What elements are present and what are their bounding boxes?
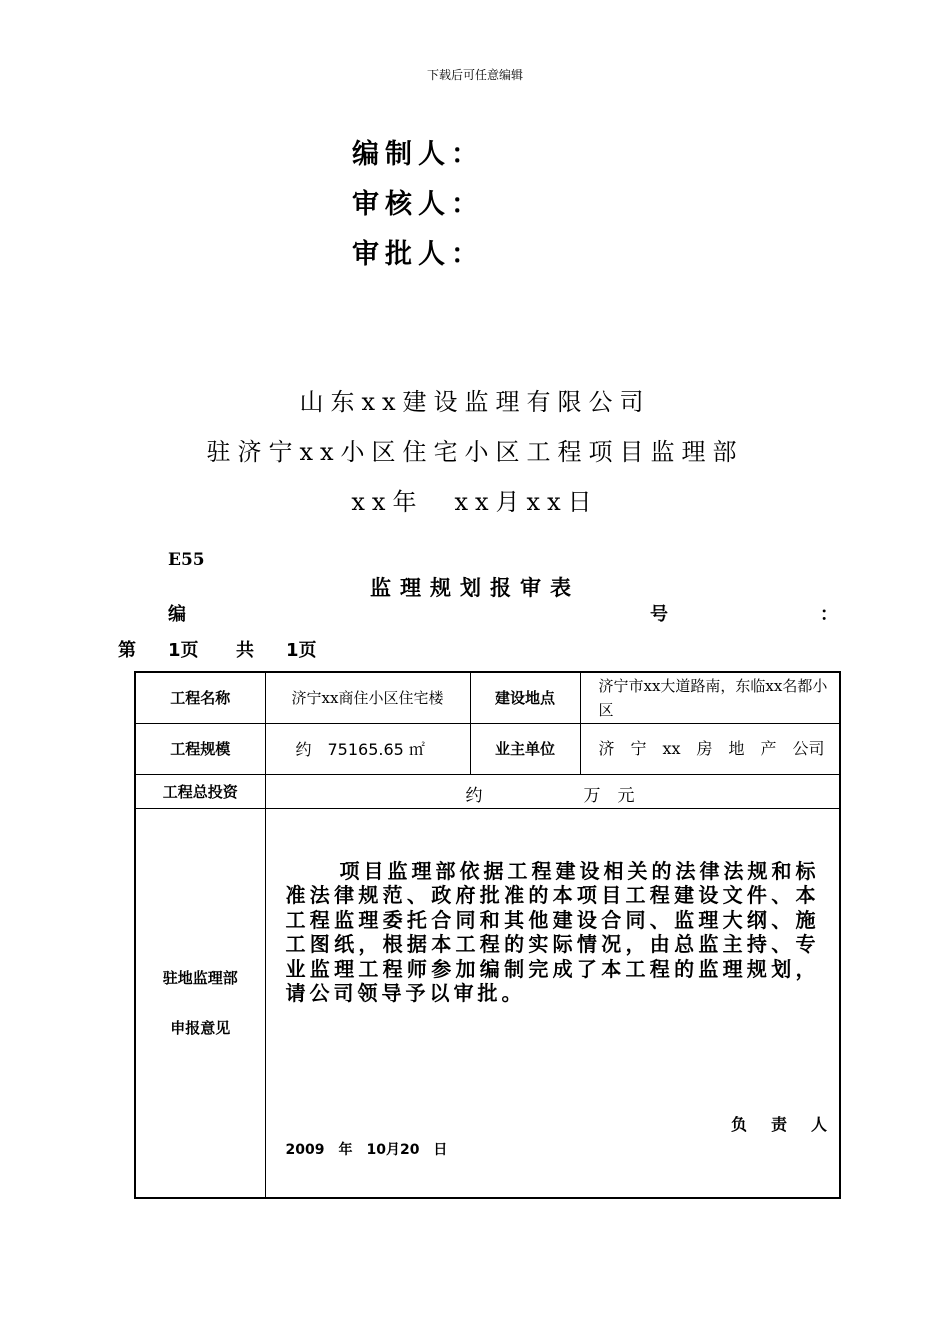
investment-prefix: 约 <box>465 785 483 806</box>
approver-label: 审批人： <box>352 239 484 270</box>
compiler-label: 编制人： <box>352 139 484 170</box>
form-code: E55 <box>168 550 205 570</box>
opinion-label-line1: 驻地监理部 <box>162 968 238 987</box>
header-note: 下载后可任意编辑 <box>426 68 523 82</box>
responsible-label: 负 责 人 <box>730 1114 831 1134</box>
investment-unit: 万 元 <box>583 785 635 806</box>
reviewer-label: 审核人： <box>352 189 484 220</box>
opinion-cell <box>265 808 840 1198</box>
company-name: 山东xx建设监理有限公司 <box>299 388 651 416</box>
scale-value: 约 75165.65 ㎡ <box>265 723 470 774</box>
sign-date: 2009 年 10月20 日 <box>285 1141 448 1158</box>
page-total: 1页 <box>286 640 317 661</box>
report-table <box>134 671 841 1199</box>
document-date: xx年 xx月xx日 <box>351 488 599 516</box>
opinion-text: 项目监理部依据工程建设相关的法律法规和标准法律规范、政府批准的本项目工程建设文件、本工程监理委托合同和其他建设合同、监理大纲、施工图纸，根据本工程的实际情况，由总监主持、专业监理工程师参加编制完成了本工程的监理规划，请公司领导予以审批。 <box>285 858 820 1005</box>
page-di: 第 <box>118 640 136 661</box>
page-gong: 共 <box>236 640 254 661</box>
opinion-label-line2: 申报意见 <box>170 1018 231 1037</box>
project-name-label: 工程名称 <box>135 672 265 723</box>
department-name: 驻济宁xx小区住宅小区工程项目监理部 <box>206 438 744 466</box>
site-label: 建设地点 <box>470 672 580 723</box>
scale-label: 工程规模 <box>135 723 265 774</box>
owner-value: 济 宁 xx 房 地 产 公司 <box>580 723 840 774</box>
page-number: 1页 <box>168 640 199 661</box>
table-row <box>135 672 840 723</box>
investment-cell <box>265 774 840 808</box>
owner-label: 业主单位 <box>470 723 580 774</box>
site-value: 济宁市xx大道路南，东临xx名都小区 <box>580 672 840 723</box>
number-label-right: 号 <box>650 604 668 625</box>
table-row <box>135 774 840 808</box>
number-label-left: 编 <box>168 604 186 625</box>
table-row <box>135 723 840 774</box>
form-title: 监理规划报审表 <box>370 576 580 600</box>
investment-label: 工程总投资 <box>135 774 265 808</box>
project-name-value: 济宁xx商住小区住宅楼 <box>265 672 470 723</box>
table-row <box>135 808 840 1198</box>
number-colon: ： <box>820 604 838 625</box>
opinion-label <box>135 808 265 1198</box>
